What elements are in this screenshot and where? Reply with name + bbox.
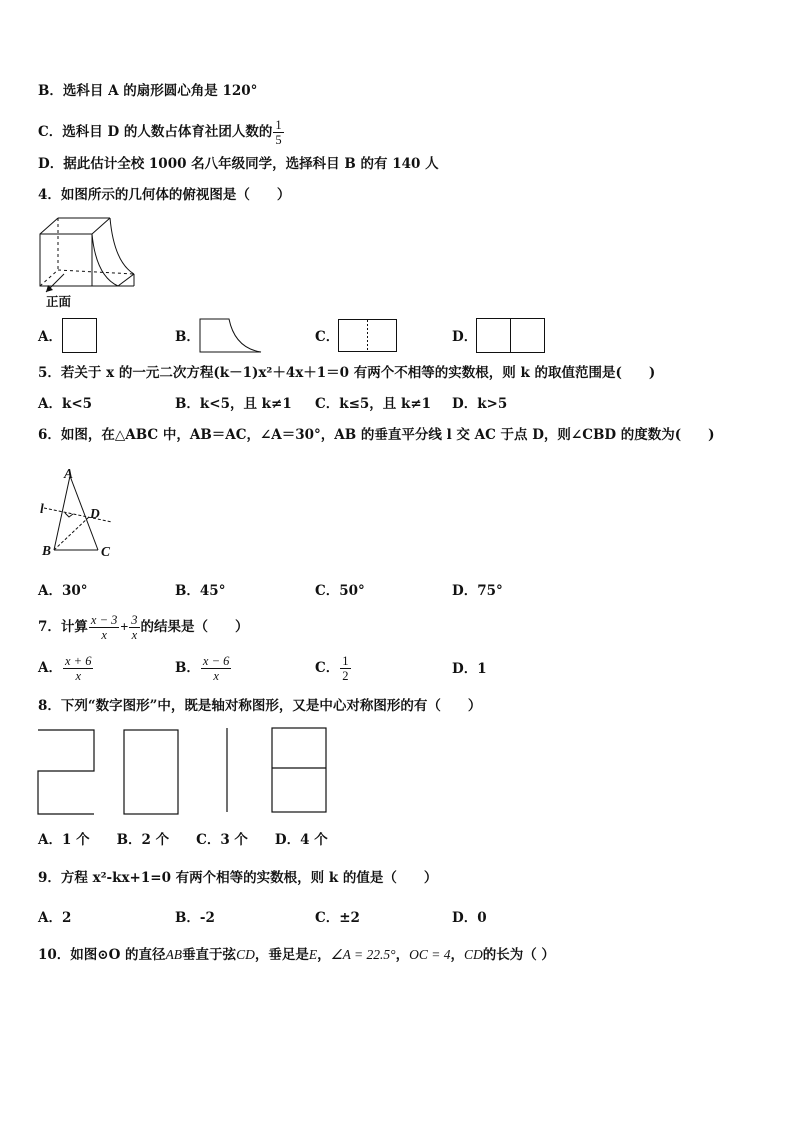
- q3-option-c-text: C．选科目 D 的人数占体育社团人数的: [38, 124, 273, 140]
- q8-stem: 8．下列“数字图形”中，既是轴对称图形，又是中心对称图形的有（ ）: [38, 698, 482, 714]
- q10-mid5: ，: [450, 947, 464, 963]
- q6-label-b: B: [42, 543, 52, 558]
- q3-option-b: B．选科目 A 的扇形圆心角是 120°: [38, 83, 258, 99]
- q10-mid3: ，: [317, 947, 331, 963]
- q8-options: A．1 个 B．2 个 C．3 个 D．4 个: [38, 832, 328, 848]
- q7-stem: [38, 610, 249, 644]
- q7-frac2-den: x: [131, 628, 138, 642]
- q7-option-a-num: x + 6: [64, 654, 92, 668]
- q6-stem: 6．如图，在△ABC 中，AB＝AC，∠A＝30°，AB 的垂直平分线 l 交 AC 于点 D，则∠CBD 的度数为( ): [38, 427, 715, 443]
- q8-digit-figures: [36, 726, 336, 818]
- q7-option-b: [175, 651, 232, 685]
- q7-option-c: [315, 651, 352, 685]
- q7-frac1-den: x: [101, 628, 107, 642]
- q10-cd: CD: [236, 947, 255, 962]
- q4-option-a-label: A．: [38, 329, 62, 345]
- q5-option-c: C．k≤5，且 k≠1: [315, 396, 432, 412]
- q3-option-d: D．据此估计全校 1000 名八年级同学，选择科目 B 的有 140 人: [38, 156, 439, 172]
- q7-option-c-den: 2: [342, 669, 349, 683]
- q6-label-a: A: [64, 466, 74, 481]
- q10-mid1: 垂直于弦: [182, 947, 237, 963]
- q7-option-c-label: C．: [315, 660, 340, 676]
- q3-option-c-fraction: [273, 118, 283, 147]
- q4-stem: 4．如图所示的几何体的俯视图是（ ）: [38, 187, 291, 203]
- q9-option-b: B．-2: [175, 910, 215, 926]
- q6-option-c: C．50°: [315, 583, 365, 599]
- q6-label-l: l: [40, 501, 44, 516]
- q4-option-b-figure: [199, 318, 263, 354]
- q10-cd2: CD: [463, 947, 483, 962]
- q6-option-d: D．75°: [452, 583, 503, 599]
- q10-stem-suffix: 的长为（ ）: [482, 947, 555, 963]
- q7-option-a-den: x: [75, 669, 81, 683]
- q9-option-d: D．0: [452, 910, 487, 926]
- q4-option-c-label: C．: [315, 329, 340, 345]
- q10-ab: AB: [165, 947, 183, 962]
- q3-option-c: [38, 118, 285, 147]
- q10-mid4: ，: [395, 947, 410, 963]
- q6-label-c: C: [101, 544, 111, 559]
- q9-stem: 9．方程 x²-kx+1=0 有两个相等的实数根，则 k 的值是（ ）: [38, 870, 438, 886]
- q4-option-d-figure: [476, 318, 546, 354]
- q10-oc: OC = 4: [409, 947, 451, 962]
- q7-option-a: [38, 651, 94, 685]
- q3-option-c-frac-num: 1: [275, 118, 282, 132]
- q10-stem: [38, 946, 555, 964]
- q7-option-b-num: x − 6: [202, 654, 230, 668]
- q7-frac1-num: x − 3: [90, 613, 118, 627]
- q7-option-c-num: 1: [342, 654, 349, 668]
- q4-option-b-label: B．: [175, 329, 200, 345]
- q7-option-b-label: B．: [175, 660, 200, 676]
- q5-option-b: B．k<5，且 k≠1: [175, 396, 292, 412]
- q10-stem-prefix: 10．如图⊙O 的直径: [38, 947, 166, 963]
- q6-label-d: D: [90, 506, 100, 521]
- q6-option-b: B．45°: [175, 583, 226, 599]
- q4-option-c-figure: [338, 319, 398, 353]
- q9-option-c: C．±2: [315, 910, 360, 926]
- q7-option-a-fraction: [63, 654, 93, 683]
- q5-option-d: D．k>5: [452, 396, 508, 412]
- q4-option-a-figure: [62, 318, 98, 354]
- q7-option-b-fraction: [201, 654, 231, 683]
- q7-fraction-2: [129, 613, 139, 642]
- q9-option-a: A．2: [38, 910, 72, 926]
- q7-stem-suffix: 的结果是（ ）: [140, 619, 249, 635]
- q3-option-c-frac-den: 5: [275, 133, 282, 147]
- q7-plus: +: [120, 619, 129, 634]
- q6-option-a: A．30°: [38, 583, 88, 599]
- q7-option-a-label: A．: [38, 660, 62, 676]
- q7-fraction-1: [89, 613, 119, 642]
- q4-option-d-label: D．: [452, 329, 478, 345]
- q7-option-b-den: x: [213, 669, 219, 683]
- q5-stem: 5．若关于 x 的一元二次方程(k－1)x²＋4x＋1＝0 有两个不相等的实数根，则 k 的取值范围是( ): [38, 365, 656, 381]
- q7-option-d: D．1: [452, 661, 487, 677]
- q10-angle: ∠A = 22.5°: [330, 947, 396, 962]
- q4-front-label: 正面: [46, 294, 72, 309]
- q7-frac2-num: 3: [131, 613, 138, 627]
- q7-stem-prefix: 7．计算: [38, 619, 88, 635]
- q7-option-c-fraction: [340, 654, 350, 683]
- q5-option-a: A．k<5: [38, 396, 93, 412]
- q10-mid2: ，垂足是: [254, 947, 309, 963]
- q10-e: E: [308, 947, 318, 962]
